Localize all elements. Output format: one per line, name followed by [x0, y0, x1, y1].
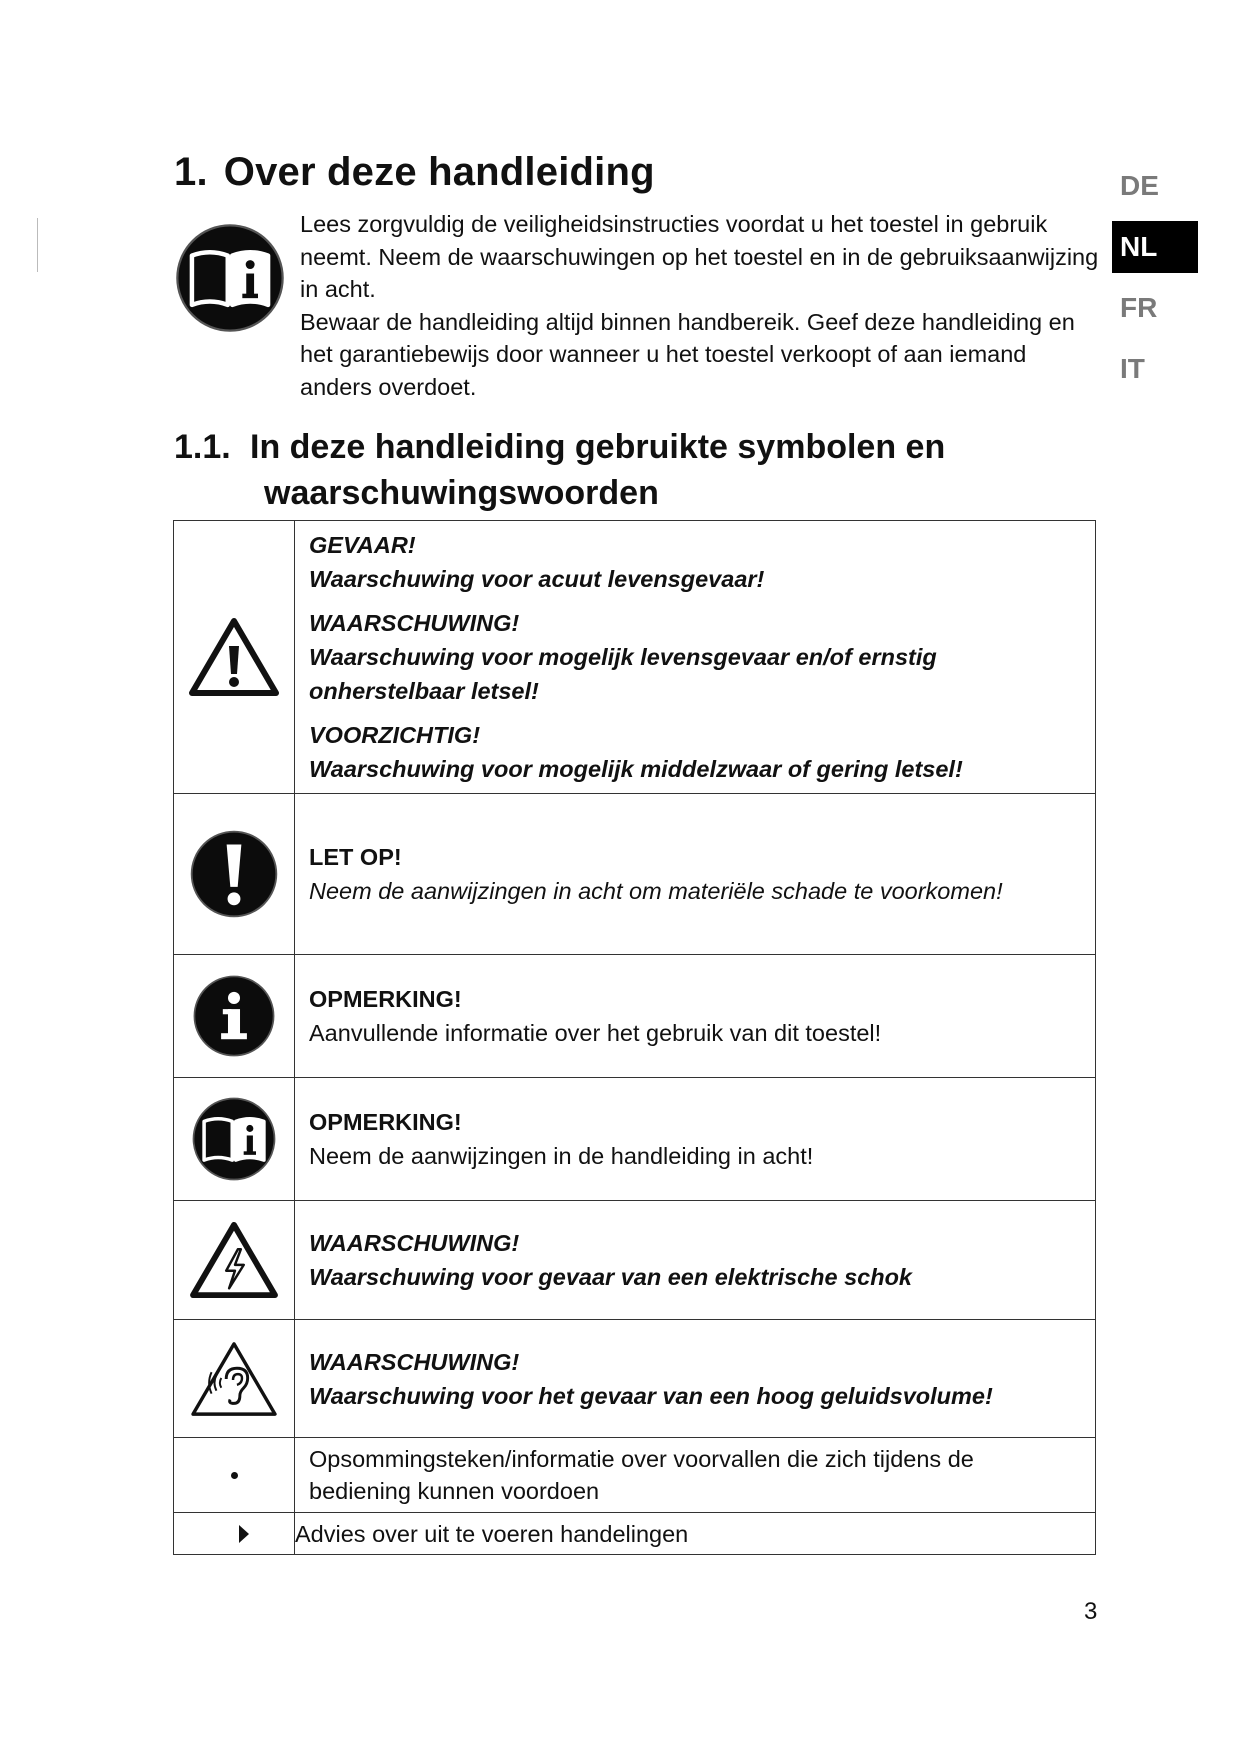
- warning-word: VOORZICHTIG!: [309, 722, 481, 748]
- language-tab-de: DE: [1120, 170, 1159, 201]
- manual-info-icon: [174, 1078, 295, 1201]
- table-row: [174, 1320, 1096, 1438]
- warning-description: Waarschuwing voor mogelijk levensgevaar en/of ernstig onherstelbaar letsel!: [309, 644, 937, 704]
- warning-description: Neem de aanwijzingen in de handleiding in acht!: [309, 1143, 814, 1169]
- warning-word: WAARSCHUWING!: [309, 610, 520, 636]
- table-row: [174, 1438, 1096, 1513]
- exclamation-circle-icon: [174, 794, 295, 955]
- warning-description: Aanvullende informatie over het gebruik van dit toestel!: [309, 1020, 882, 1046]
- symbols-table: [173, 520, 1096, 1555]
- warning-word: WAARSCHUWING!: [309, 1348, 520, 1375]
- table-row: [174, 1078, 1096, 1201]
- language-tab-nl: NL: [1112, 221, 1198, 273]
- info-circle-icon: [174, 955, 295, 1078]
- section-heading-1-1: 1.1. In deze handleiding gebruikte symbolen en waarschuwingswoorden: [174, 428, 946, 512]
- section-heading-1: 1. Over deze handleiding: [174, 150, 655, 194]
- warning-word: GEVAAR!: [309, 532, 416, 558]
- warning-description: Waarschuwing voor mogelijk middelzwaar of gering letsel!: [309, 756, 963, 782]
- margin-rule: [37, 218, 38, 272]
- electric-shock-icon: [174, 1201, 295, 1320]
- loud-volume-icon: [174, 1320, 295, 1438]
- intro-paragraph: Lees zorgvuldig de veiligheidsinstructies voordat u het toestel in gebruik neemt. Neem de waarschuwingen op het toestel en in de gebruiksaanwijzing in acht.: [300, 211, 1099, 302]
- bullet-icon: [231, 1472, 238, 1479]
- warning-description: Waarschuwing voor gevaar van een elektrische schok: [309, 1264, 912, 1290]
- table-row: [174, 1201, 1096, 1320]
- language-tab-fr: FR: [1120, 292, 1158, 323]
- warning-word: LET OP!: [309, 844, 402, 870]
- warning-triangle-icon: [174, 521, 295, 794]
- language-tabs: [1112, 160, 1198, 404]
- warning-description: Neem de aanwijzingen in acht om materiële schade te voorkomen!: [309, 878, 1003, 904]
- warning-word: OPMERKING!: [309, 986, 462, 1012]
- intro-text: [300, 208, 1100, 403]
- language-tab-it: IT: [1120, 353, 1145, 384]
- table-row: [174, 955, 1096, 1078]
- warning-description: Advies over uit te voeren handelingen: [295, 1513, 1096, 1555]
- warning-word: WAARSCHUWING!: [309, 1230, 520, 1256]
- table-row: [174, 794, 1096, 955]
- warning-description: Waarschuwing voor het gevaar van een hoog geluidsvolume!: [309, 1382, 993, 1409]
- intro-paragraph: Bewaar de handleiding altijd binnen handbereik. Geef deze handleiding en het garantiebewijs door wanneer u het toestel verkoopt of aan iemand anders overdoet.: [300, 308, 1075, 400]
- action-arrow-icon: [174, 1513, 295, 1555]
- manual-info-icon: [174, 222, 286, 334]
- page-number: 3: [1084, 1598, 1098, 1625]
- warning-description: Opsommingsteken/informatie over voorvallen die zich tijdens de bediening kunnen voordoen: [295, 1438, 1096, 1513]
- warning-word: OPMERKING!: [309, 1109, 462, 1135]
- warning-description: Waarschuwing voor acuut levensgevaar!: [309, 566, 765, 592]
- table-row: [174, 1513, 1096, 1555]
- table-row: [174, 521, 1096, 794]
